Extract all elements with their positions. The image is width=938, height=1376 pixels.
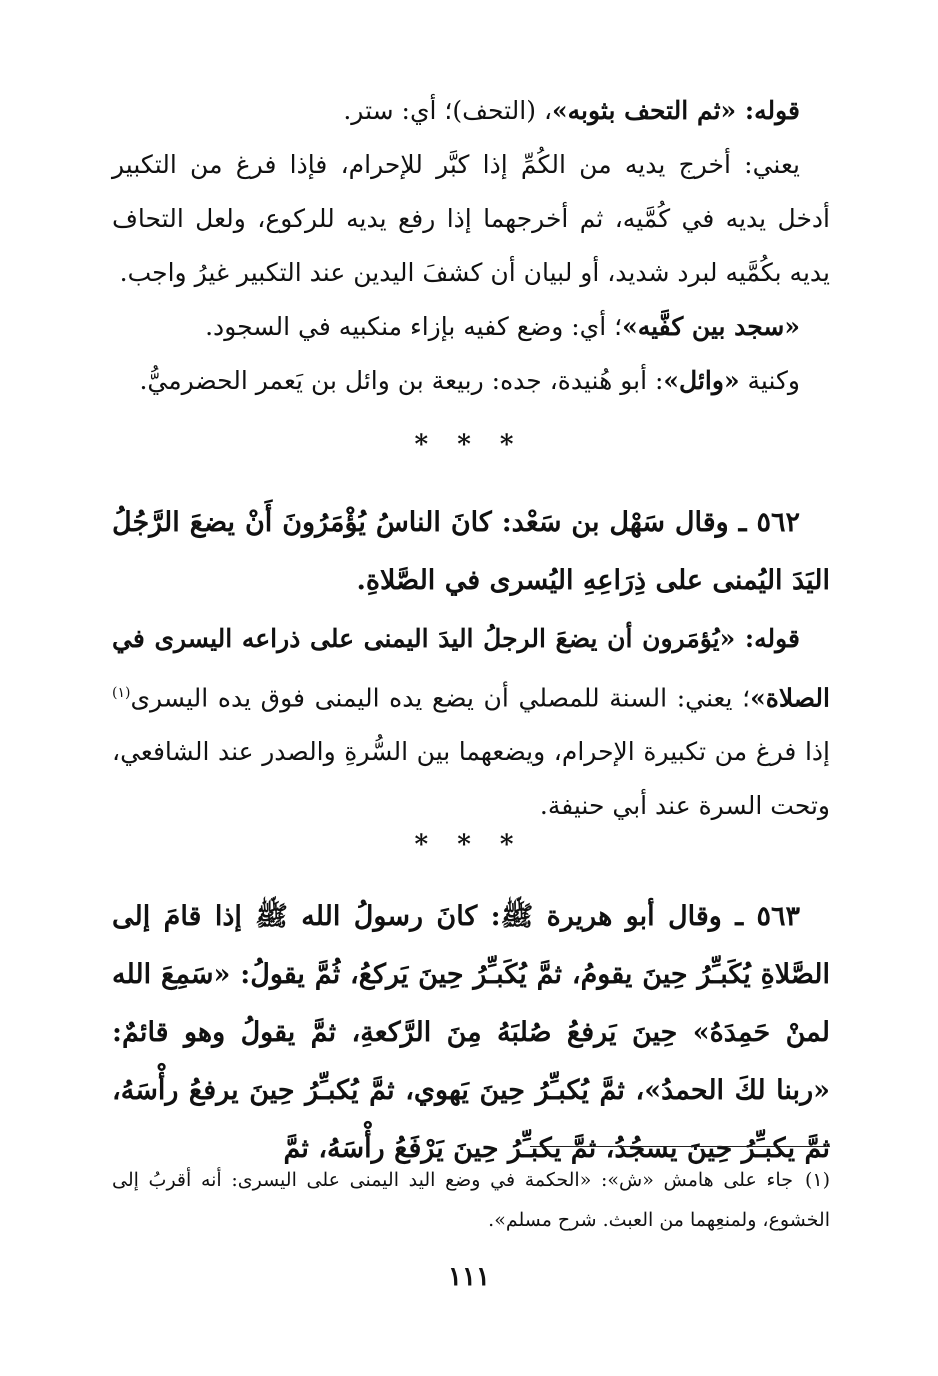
explanation-line-3 [112,300,830,354]
footnote-text: جاء على هامش «ش»: «الحكمة في وضع اليد اليمنى على اليسرى: أنه أقربُ إلى الخشوع، ولمنعِهما من العبث. شرح مسلم». [112,1169,830,1231]
footnote-ref[interactable]: (١) [112,685,131,701]
hadith-562-block [112,494,830,610]
commentary-562-block [112,612,830,833]
explanation-paragraph: يعني: أخرج يديه من الكُمِّ إذا كبَّر للإحرام، فإذا فرغ من التكبير أدخل يديه في كُمَّيه، ثم أخرجهما إذا رفع يديه للركوع، ولعل التحاف يديه بكُمَّيه لبرد شديد، أو لبيان أن كشفَ اليدين عند التكبير غيرُ واجب. [112,150,830,287]
footnote-number: (١) [804,1169,830,1191]
quote-bold: «سجد بين كفَّيه» [622,312,800,341]
explanation-text: ؛ يعني: السنة للمصلي أن يضع يده اليمنى فوق يده اليسرى [130,683,751,713]
explanation-text: ؛ أي: وضع كفيه بإزاء منكبيه في السجود. [205,312,623,341]
explanation-line-4 [112,354,830,408]
explanation-text: وكنية [739,366,800,395]
section-separator: * * * [414,830,524,860]
explanation-text: ، (التحف)؛ أي: ستر. [343,96,553,125]
commentary-block-1 [112,84,830,408]
quote-bold: «وائل» [663,366,740,395]
hadith-563-text: ٥٦٣ ـ وقال أبو هريرة ﷺ: كانَ رسولُ الله ﷺ إذا قامَ إلى الصَّلاةِ يُكَبـِّرُ حِينَ يقومُ، ثمَّ يُكَبـِّرُ حِينَ يَركعُ، ثُمَّ يقولُ: «سَمِعَ الله لمنْ حَمِدَهُ» حِينَ يَرفعُ صُلبَهُ مِنَ الرَّكعةِ، ثمَّ يقولُ وهو قائمٌ: «ربنا لكَ الحمدُ»، ثمَّ يُكبـِّرُ حِينَ يَهوي، ثمَّ يُكبـِّرُ حِينَ يرفعُ رأْسَهُ، ثمَّ يكبـِّرُ حِينَ يسجُدُ، ثمَّ يكبـِّرُ حِينَ يَرْفَعُ رأْسَهُ، ثمَّ [112,901,830,1164]
hadith-562-text: ٥٦٢ ـ وقال سَهْل بن سَعْد: كانَ الناسُ يُؤْمَرُونَ أَنْ يضعَ الرَّجُلُ اليَدَ اليُمنى على ذِرَاعِهِ اليُسرى في الصَّلاةِ. [112,507,830,596]
quote-bold: قوله: «ثم التحف بثوبه» [552,96,800,125]
hadith-563-block [112,888,830,1178]
explanation-line-1 [112,84,830,138]
explanation-text: : أبو هُنيدة، جده: ربيعة بن وائل بن يَعمر الحضرميُّ. [139,366,664,395]
explanation-text: إذا فرغ من تكبيرة الإحرام، ويضعهما بين السُّرةِ والصدر عند الشافعي، وتحت السرة عند أبي حنيفة. [112,737,830,821]
quote-bold: قوله: «يُؤمَرون أن يضعَ الرجلُ اليدَ اليمنى على ذراعه اليسرى في الصلاة» [112,624,830,713]
section-separator: * * * [414,430,524,460]
footnote [112,1160,830,1240]
commentary-562-text [112,612,830,833]
footnote-divider [530,1146,830,1147]
page-number: ١١١ [448,1262,490,1292]
